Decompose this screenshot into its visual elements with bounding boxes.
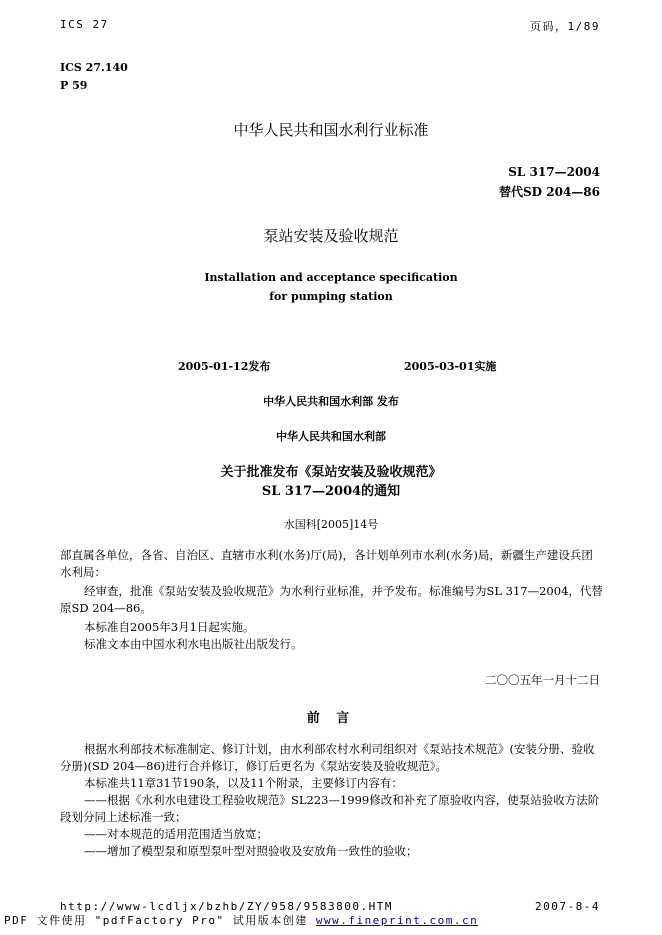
notice-date: 二〇〇五年一月十二日 bbox=[485, 673, 600, 687]
notice-p2-line1: 经审查，批准《泵站安装及验收规范》为水利行业标准，并予发布。标准编号为SL 317—2004，代替 bbox=[84, 584, 603, 598]
pdf-factory-note bbox=[4, 912, 478, 928]
pdf-factory-text: PDF 文件使用 "pdfFactory Pro" 试用版本创建 bbox=[4, 914, 308, 927]
footer-date: 2007-8-4 bbox=[535, 900, 600, 913]
header-page-number: 页码，1/89 bbox=[530, 20, 600, 33]
english-title-line2: for pumping station bbox=[269, 290, 393, 303]
fineprint-link[interactable]: www.fineprint.com.cn bbox=[315, 914, 479, 927]
standard-body-title: 中华人民共和国水利行业标准 bbox=[233, 121, 429, 139]
preface-paragraph-5: ——增加了模型泵和原型泵叶型对照验收及安放角一致性的验收； bbox=[84, 844, 418, 858]
preface-p3-line2: 段划分同上述标准一致； bbox=[60, 810, 187, 824]
notice-paragraph-4: 标准文本由中国水利水电出版社出版发行。 bbox=[84, 637, 303, 651]
notice-p1-line1: 部直属各单位，各省、自治区、直辖市水利(水务)厅(局)，各计划单列市水利(水务)局，新疆生产建设兵团 bbox=[60, 548, 593, 562]
english-title-line1: Installation and acceptance specification bbox=[204, 271, 458, 284]
notice-paragraph-2 bbox=[60, 583, 605, 617]
preface-p1-line2: 分册)(SD 204—86)进行合并修订，修订后更名为《泵站安装及验收规范》。 bbox=[60, 759, 448, 773]
header-left: ICS 27 bbox=[60, 18, 109, 31]
preface-heading: 前 言 bbox=[306, 711, 356, 726]
preface-paragraph-4: ——对本规范的适用范围适当放宽； bbox=[84, 827, 268, 841]
document-title: 泵站安装及验收规范 bbox=[263, 227, 399, 245]
preface-p3-line1: ——根据《水利水电建设工程验收规范》SL223—1999修改和补充了原验收内容，使泵站验收方法阶 bbox=[84, 793, 600, 807]
ics-code: ICS 27.140 bbox=[60, 61, 128, 74]
preface-paragraph-1 bbox=[60, 741, 605, 775]
notice-p2-line2: 原SD 204—86。 bbox=[60, 601, 152, 615]
replaces-standard: 替代SD 204—86 bbox=[499, 185, 600, 199]
issue-date: 2005-01-12发布 bbox=[178, 360, 271, 373]
notice-title-line1: 关于批准发布《泵站安装及验收规范》 bbox=[220, 465, 442, 480]
notice-doc-number: 水国科[2005]14号 bbox=[283, 518, 379, 531]
standard-number: SL 317—2004 bbox=[508, 165, 600, 179]
notice-paragraph-1 bbox=[60, 547, 605, 581]
ministry: 中华人民共和国水利部 bbox=[276, 430, 386, 443]
preface-paragraph-2: 本标准共11章31节190条，以及11个附录，主要修订内容有： bbox=[84, 776, 403, 790]
preface-paragraph-3 bbox=[60, 792, 605, 826]
notice-p1-line2: 水利局： bbox=[60, 565, 106, 579]
notice-title-line2: SL 317—2004的通知 bbox=[261, 484, 401, 499]
preface-p1-line1: 根据水利部技术标准制定、修订计划，由水利部农村水利司组织对《泵站技术规范》(安装分册、验收 bbox=[84, 742, 595, 756]
footer-url[interactable]: http://www-lcdljx/bzhb/ZY/958/9583800.HTM bbox=[60, 900, 394, 913]
notice-paragraph-3: 本标准自2005年3月1日起实施。 bbox=[84, 620, 255, 634]
classification-code: P 59 bbox=[60, 79, 88, 92]
effective-date: 2005-03-01实施 bbox=[404, 360, 497, 373]
issuer: 中华人民共和国水利部 发布 bbox=[263, 395, 399, 408]
